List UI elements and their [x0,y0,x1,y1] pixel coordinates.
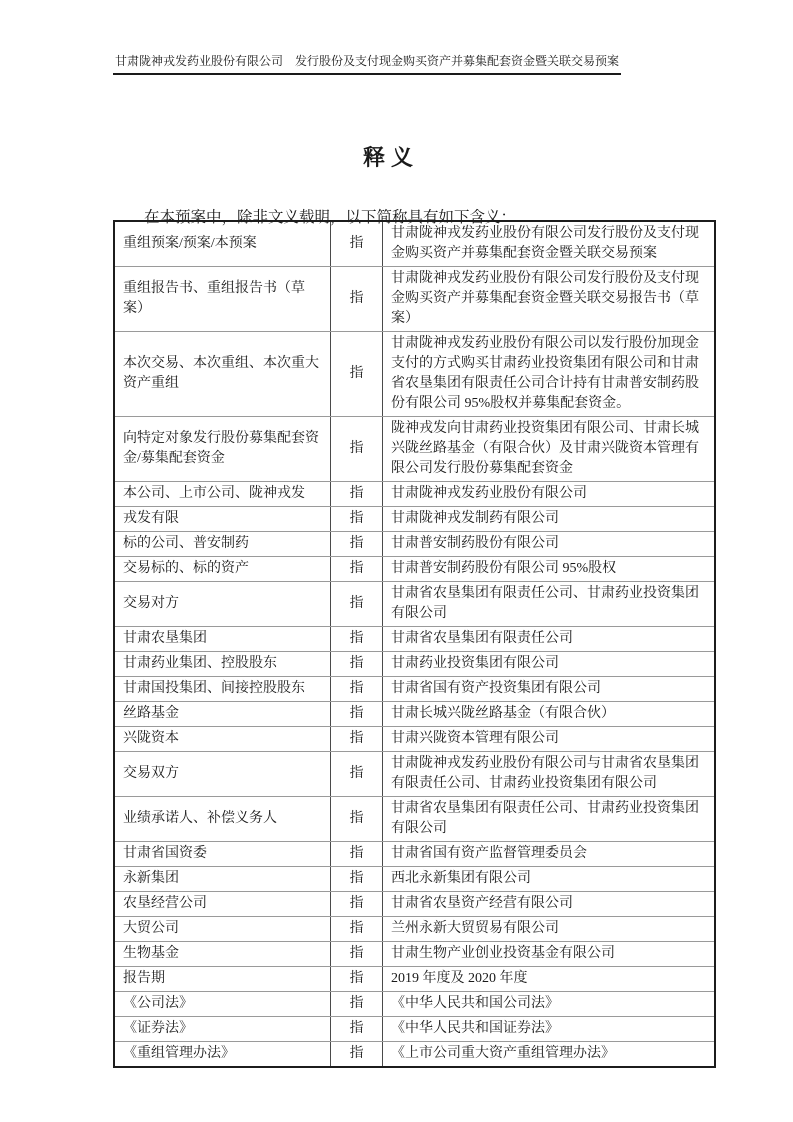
table-row [114,1042,715,1068]
means-cell: 指 [331,702,383,727]
definition-cell: 甘肃陇神戎发制药有限公司 [383,507,716,532]
definition-cell: 甘肃普安制药股份有限公司 [383,532,716,557]
means-cell: 指 [331,507,383,532]
term-cell: 重组报告书、重组报告书（草案） [114,267,331,332]
definition-cell: 《中华人民共和国公司法》 [383,992,716,1017]
definition-cell: 甘肃陇神戎发药业股份有限公司发行股份及支付现金购买资产并募集配套资金暨关联交易报告书（草案） [383,267,716,332]
means-cell: 指 [331,892,383,917]
term-cell: 交易双方 [114,752,331,797]
term-cell: 重组预案/预案/本预案 [114,221,331,267]
table-row [114,532,715,557]
table-row [114,842,715,867]
intro-paragraph: 在本预案中，除非文义载明，以下简称具有如下含义： [144,208,517,226]
term-cell: 本公司、上市公司、陇神戎发 [114,482,331,507]
table-row [114,727,715,752]
table-row [114,992,715,1017]
term-cell: 甘肃药业集团、控股股东 [114,652,331,677]
means-cell: 指 [331,1042,383,1068]
definition-cell: 甘肃兴陇资本管理有限公司 [383,727,716,752]
page-header-text: 甘肃陇神戎发药业股份有限公司 发行股份及支付现金购买资产并募集配套资金暨关联交易预案 [113,53,621,75]
means-cell: 指 [331,582,383,627]
table-row [114,967,715,992]
definition-cell: 《上市公司重大资产重组管理办法》 [383,1042,716,1068]
means-cell: 指 [331,727,383,752]
definition-cell: 甘肃省农垦集团有限责任公司 [383,627,716,652]
table-row [114,892,715,917]
definition-cell: 陇神戎发向甘肃药业投资集团有限公司、甘肃长城兴陇丝路基金（有限合伙）及甘肃兴陇资本管理有限公司发行股份募集配套资金 [383,417,716,482]
table-row [114,752,715,797]
term-cell: 戎发有限 [114,507,331,532]
definition-cell: 甘肃陇神戎发药业股份有限公司发行股份及支付现金购买资产并募集配套资金暨关联交易预案 [383,221,716,267]
table-row [114,677,715,702]
means-cell: 指 [331,417,383,482]
term-cell: 《重组管理办法》 [114,1042,331,1068]
means-cell: 指 [331,677,383,702]
means-cell: 指 [331,942,383,967]
definition-cell: 甘肃陇神戎发药业股份有限公司与甘肃省农垦集团有限责任公司、甘肃药业投资集团有限公司 [383,752,716,797]
table-row [114,507,715,532]
term-cell: 《公司法》 [114,992,331,1017]
term-cell: 生物基金 [114,942,331,967]
means-cell: 指 [331,221,383,267]
table-row [114,942,715,967]
definitions-table-container [113,220,716,1068]
definition-cell: 甘肃药业投资集团有限公司 [383,652,716,677]
definition-cell: 2019 年度及 2020 年度 [383,967,716,992]
term-cell: 兴陇资本 [114,727,331,752]
table-row [114,627,715,652]
table-row [114,482,715,507]
definition-cell: 兰州永新大贸贸易有限公司 [383,917,716,942]
definition-cell: 甘肃长城兴陇丝路基金（有限合伙） [383,702,716,727]
term-cell: 交易标的、标的资产 [114,557,331,582]
term-cell: 农垦经营公司 [114,892,331,917]
means-cell: 指 [331,842,383,867]
term-cell: 甘肃省国资委 [114,842,331,867]
table-row [114,417,715,482]
means-cell: 指 [331,652,383,677]
definition-cell: 甘肃省农垦集团有限责任公司、甘肃药业投资集团有限公司 [383,582,716,627]
means-cell: 指 [331,627,383,652]
means-cell: 指 [331,557,383,582]
term-cell: 标的公司、普安制药 [114,532,331,557]
definition-cell: 《中华人民共和国证券法》 [383,1017,716,1042]
table-row [114,582,715,627]
table-row [114,267,715,332]
means-cell: 指 [331,992,383,1017]
term-cell: 永新集团 [114,867,331,892]
table-row [114,867,715,892]
term-cell: 报告期 [114,967,331,992]
means-cell: 指 [331,267,383,332]
table-row [114,557,715,582]
definition-cell: 甘肃省农垦集团有限责任公司、甘肃药业投资集团有限公司 [383,797,716,842]
table-row [114,332,715,417]
definitions-table [113,220,716,1068]
table-row [114,221,715,267]
definition-cell: 甘肃省国有资产投资集团有限公司 [383,677,716,702]
term-cell: 本次交易、本次重组、本次重大资产重组 [114,332,331,417]
term-cell: 大贸公司 [114,917,331,942]
means-cell: 指 [331,332,383,417]
means-cell: 指 [331,867,383,892]
means-cell: 指 [331,752,383,797]
table-row [114,797,715,842]
definition-cell: 甘肃普安制药股份有限公司 95%股权 [383,557,716,582]
term-cell: 《证券法》 [114,1017,331,1042]
definition-cell: 甘肃生物产业创业投资基金有限公司 [383,942,716,967]
means-cell: 指 [331,967,383,992]
table-row [114,917,715,942]
means-cell: 指 [331,532,383,557]
table-row [114,652,715,677]
term-cell: 甘肃农垦集团 [114,627,331,652]
definition-cell: 甘肃陇神戎发药业股份有限公司 [383,482,716,507]
means-cell: 指 [331,917,383,942]
term-cell: 业绩承诺人、补偿义务人 [114,797,331,842]
definition-cell: 甘肃省国有资产监督管理委员会 [383,842,716,867]
term-cell: 向特定对象发行股份募集配套资金/募集配套资金 [114,417,331,482]
definition-cell: 甘肃省农垦资产经营有限公司 [383,892,716,917]
means-cell: 指 [331,482,383,507]
definition-cell: 甘肃陇神戎发药业股份有限公司以发行股份加现金支付的方式购买甘肃药业投资集团有限公司和甘肃省农垦集团有限责任公司合计持有甘肃普安制药股份有限公司 95%股权并募集配套资金。 [383,332,716,417]
page-header [113,53,663,75]
means-cell: 指 [331,1017,383,1042]
term-cell: 丝路基金 [114,702,331,727]
page-title: 释义 [362,144,419,170]
definition-cell: 西北永新集团有限公司 [383,867,716,892]
term-cell: 交易对方 [114,582,331,627]
table-row [114,702,715,727]
table-row [114,1017,715,1042]
means-cell: 指 [331,797,383,842]
term-cell: 甘肃国投集团、间接控股股东 [114,677,331,702]
